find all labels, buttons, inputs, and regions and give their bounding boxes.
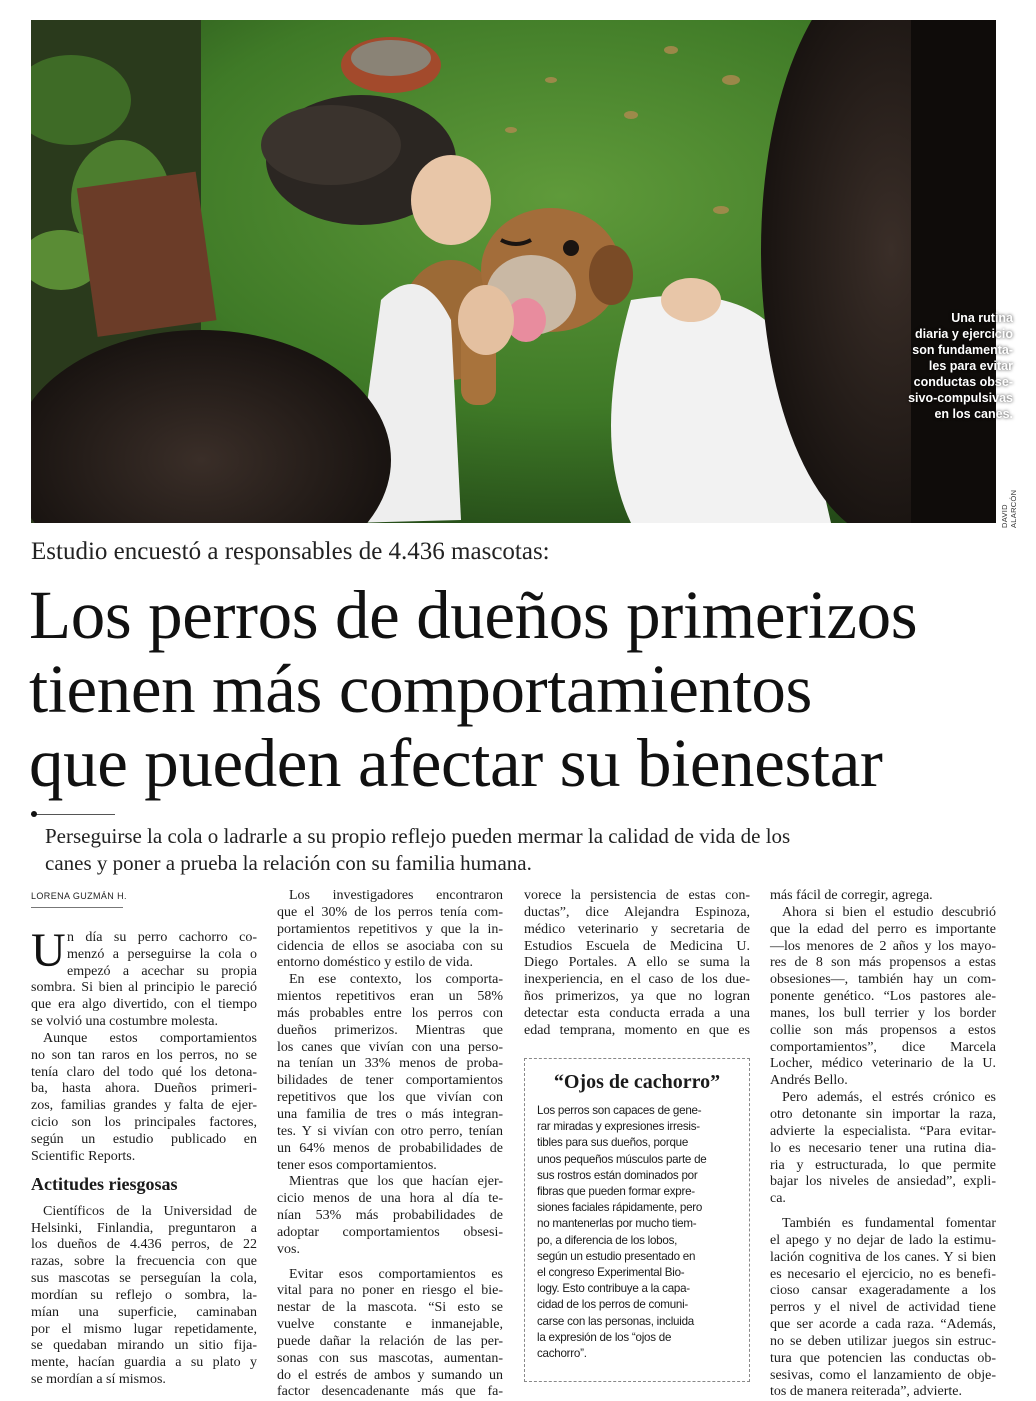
caption-line: son fundamenta- (912, 343, 1013, 357)
sidebar-line: tibles para sus dueños, porque (537, 1136, 689, 1150)
text-line: sus mascotas se perseguían la cola, (31, 1271, 257, 1287)
text-line: Scientific Reports. (31, 1148, 136, 1164)
text-line: tes. Y si vivían con otro perro, tenían (277, 1123, 503, 1139)
text-line: el apego y no dejar de lado la estimu- (770, 1232, 996, 1248)
text-line: un 64% menos de probabilidades de (277, 1140, 503, 1156)
text-line: se volvió una costumbre molesta. (31, 1014, 219, 1030)
text-line: ductas”, dice Alejandra Espinoza, (524, 904, 750, 920)
sidebar-line: la expresión de los “ojos de (537, 1330, 672, 1344)
sidebar-line: carse con las personas, incluida (537, 1314, 694, 1328)
sidebar-box (524, 1058, 750, 1382)
sidebar-line: Los perros son capaces de gene- (537, 1104, 702, 1117)
kicker: Estudio encuestó a responsables de 4.436 mascotas: (31, 538, 550, 565)
text-line: comportamientos”, dice Marcela (770, 1039, 996, 1055)
caption-line: les para evitar (928, 359, 1013, 373)
text-line: ria y estructurada, lo que permite (770, 1157, 996, 1173)
text-line: cicio son los principales factores, (31, 1115, 257, 1131)
text-line: Helsinki, Finlandia, preguntaron a (31, 1220, 257, 1236)
drop-cap: U (31, 923, 66, 977)
text-line: no son tan raros en los perros, no se (31, 1047, 257, 1063)
text-line: cicio menos de una hora al día te- (277, 1191, 503, 1207)
sidebar-line: po, a diferencia de los lobos, (537, 1233, 678, 1247)
text-line: vos. (277, 1241, 300, 1257)
text-line: nestar de la mascota. “Si esto se (277, 1300, 503, 1316)
text-line: sesivas, como el lanzamiento de obje- (770, 1367, 996, 1383)
text-line: empezó a acechar su propia (67, 963, 257, 979)
sidebar-line: fibras que pueden formar expre- (537, 1185, 695, 1199)
text-line: que el 30% de los perros tenía com- (277, 904, 503, 920)
sidebar-line: unos pequeños músculos parte de (537, 1152, 707, 1166)
text-line: dueños primerizos. Mientras que (277, 1022, 503, 1038)
text-line: menzó a perseguirse la cola o (67, 946, 257, 962)
text-line: nían 53% más probabilidades de (277, 1208, 503, 1224)
text-line: se mordían a sí mismos. (31, 1372, 166, 1388)
column-3 (524, 888, 750, 1040)
text-line: ponente genético. “Los pastores ale- (770, 989, 996, 1005)
text-line: inexperiencia, en el caso de los due- (524, 972, 750, 988)
text-line: Estudios Escuela de Medicina U. (524, 938, 750, 954)
text-line: —los menores de 2 años y los mayo- (770, 938, 996, 954)
paragraph-gap (277, 1259, 503, 1267)
text-line: ños primerizos, ya que no logran (524, 989, 750, 1005)
text-line: ca. (770, 1191, 786, 1207)
text-line: obsesiones—, también hay un com- (770, 972, 996, 988)
text-line: repetitivos que los que vivían con (277, 1090, 503, 1106)
text-line: lación cognitiva de los canes. Y si bien (770, 1249, 996, 1265)
caption-line: Una rutina (951, 311, 1013, 325)
text-line: tura que potencien las conductas ob- (770, 1350, 996, 1366)
photo-caption (893, 310, 1013, 422)
text-line: mían una superficie, caminaban (31, 1304, 257, 1320)
text-line: Mientras que los que hacían ejer- (289, 1174, 503, 1190)
text-line: se quedaban mirando un sitio fija- (31, 1338, 257, 1354)
column-4 (770, 888, 996, 1401)
sidebar-line: no mantenerlas por mucho tiem- (537, 1217, 697, 1231)
text-line: cidencia de ellos se asociaba con su (277, 938, 503, 954)
sidebar-line: rar miradas y expresiones irresis- (537, 1120, 700, 1134)
text-line: adoptar comportamientos obsesi- (277, 1224, 503, 1240)
text-line: los dueños de 4.436 perros, de 22 (31, 1237, 257, 1253)
lead-photo (31, 20, 996, 523)
sidebar-line: logy. Esto contribuye a la capa- (537, 1282, 690, 1296)
text-line: collie son más propensos a estos (770, 1022, 996, 1038)
text-line: Andrés Bello. (770, 1073, 848, 1089)
text-line: más probables entre los perros con (277, 1005, 503, 1021)
deck-line: canes y poner a prueba la relación con su familia humana. (45, 851, 532, 875)
sidebar-line: cachorro”. (537, 1347, 587, 1361)
text-line: n día su perro cachorro co- (67, 929, 257, 945)
sidebar-title: “Ojos de cachorro” (553, 1071, 721, 1093)
byline: LORENA GUZMÁN H. (31, 888, 123, 908)
text-line: res de 8 son más propensos a estas (770, 955, 996, 971)
text-line: entorno doméstico y estilo de vida. (277, 955, 473, 971)
text-line: advierte la especialista. “Para evitar- (770, 1123, 996, 1139)
text-line: na tenían un 33% menos de proba- (277, 1056, 503, 1072)
text-line: vuelve constante e inmanejable, (277, 1317, 503, 1333)
text-line: cioso cansar exageradamente a los (770, 1283, 996, 1299)
dog-photo-illustration (31, 20, 996, 523)
text-line: bajar los niveles de ansiedad”, expli- (770, 1174, 996, 1190)
text-line: Los investigadores encontraron (289, 888, 503, 903)
text-line: portamientos repetitivos y que la in- (277, 921, 503, 937)
text-line: vorece la persistencia de estas con- (524, 888, 750, 903)
headline-line: que pueden afectar su bienestar (29, 725, 883, 801)
text-line: En ese contexto, los comporta- (289, 972, 503, 988)
text-line: más fácil de corregir, agrega. (770, 888, 933, 903)
text-line: vital para no poner en riesgo el bie- (277, 1283, 503, 1299)
caption-line: conductas obse- (913, 375, 1013, 389)
text-line: zos, familias grandes y falta de ejer- (31, 1098, 257, 1114)
caption-line: diaria y ejercicio (915, 327, 1013, 341)
text-line: médico veterinario y secretaria de (524, 921, 750, 937)
text-line: detectar esta conducta errada a una (524, 1005, 750, 1021)
text-line: puede dañar la relación de las per- (277, 1333, 503, 1349)
text-line: es necesario el ejercicio, no es benefi- (770, 1266, 996, 1282)
text-line: otro detonante sin importar la raza, (770, 1106, 996, 1122)
caption-line: en los canes. (934, 407, 1013, 421)
text-line: lo es necesario tener una rutina dia- (770, 1140, 996, 1156)
text-line: tos de manera reiterada”, advierte. (770, 1384, 963, 1400)
text-line: bilidades de tener comportamientos (277, 1073, 503, 1089)
column-1 (31, 888, 257, 1389)
text-line: Científicos de la Universidad de (43, 1203, 257, 1219)
sidebar-line: sus rostros están dominados por (537, 1168, 698, 1182)
deck (45, 823, 1005, 877)
text-line: una familia de tres o más integran- (277, 1106, 503, 1122)
text-line: factor desencadenante más que fa- (277, 1384, 503, 1400)
text-line: que era algo divertido, con el tiempo (31, 997, 257, 1013)
text-line: perros y el nivel de actividad tiene (770, 1300, 996, 1316)
sidebar-line: siones faciales rápidamente, pero (537, 1201, 703, 1215)
text-line: mente, hacían guardia a su plato y (31, 1355, 257, 1371)
text-line: Diego Portales. A ello se suma la (524, 955, 750, 971)
text-line: Ahora si bien el estudio descubrió (782, 904, 996, 920)
text-line: por el mismo lugar repetidamente, (31, 1321, 257, 1337)
caption-line: sivo-compulsivas (908, 391, 1013, 405)
column-2 (277, 888, 503, 1401)
paragraph-gap (770, 1208, 996, 1216)
sidebar-line: el congreso Experimental Bio- (537, 1266, 685, 1280)
text-line: manes, los bull terrier y los border (770, 1005, 996, 1021)
text-line: no se deben utilizar juegos sin estruc- (770, 1333, 996, 1349)
text-line: edad temprana, momento en que es (524, 1022, 750, 1038)
text-line: sombra. Si bien al principio le pareció (31, 980, 257, 996)
text-line: que ser acorde a cada raza. “Además, (770, 1317, 996, 1333)
text-line: según un estudio publicado en (31, 1131, 257, 1147)
text-line: También es fundamental fomentar (782, 1216, 996, 1232)
lead-paragraph (31, 923, 257, 1031)
text-line: Locher, médico veterinario de la U. (770, 1056, 996, 1072)
headline (29, 578, 1019, 800)
text-line: Aunque estos comportamientos (43, 1030, 257, 1046)
text-line: do el estrés de ambos y sumando un (277, 1367, 503, 1383)
text-line: mientos repetitivos eran un 58% (277, 989, 503, 1005)
headline-line: tienen más comportamientos (29, 651, 812, 727)
text-line: Pero además, el estrés crónico es (782, 1090, 996, 1106)
text-line: sonas con sus mascotas, aumentan- (277, 1350, 503, 1366)
text-line: tener esos comportamientos. (277, 1157, 437, 1173)
text-line: razas, sobre la frecuencia con que (31, 1254, 257, 1270)
decorative-rule (31, 814, 115, 815)
sidebar-line: cidad de los perros de comuni- (537, 1298, 689, 1312)
text-line: los canes que vivían con una perso- (277, 1039, 503, 1055)
deck-line: Perseguirse la cola o ladrarle a su propio reflejo pueden mermar la calidad de vida de los (45, 824, 791, 848)
sidebar-line: según un estudio presentado en (537, 1249, 696, 1263)
subheading: Actitudes riesgosas (31, 1173, 178, 1194)
text-line: tenía claro del todo qué los detona- (31, 1064, 257, 1080)
text-line: Evitar esos comportamientos es (289, 1266, 503, 1282)
text-line: que la edad del perro es importante (770, 921, 996, 937)
text-line: ba, hasta ahora. Dueños primeri- (31, 1081, 257, 1097)
text-line: mordían su reflejo o sombra, la- (31, 1287, 257, 1303)
photo-credit: DAVID ALARCÓN (1000, 489, 1018, 528)
headline-line: Los perros de dueños primerizos (29, 577, 918, 653)
